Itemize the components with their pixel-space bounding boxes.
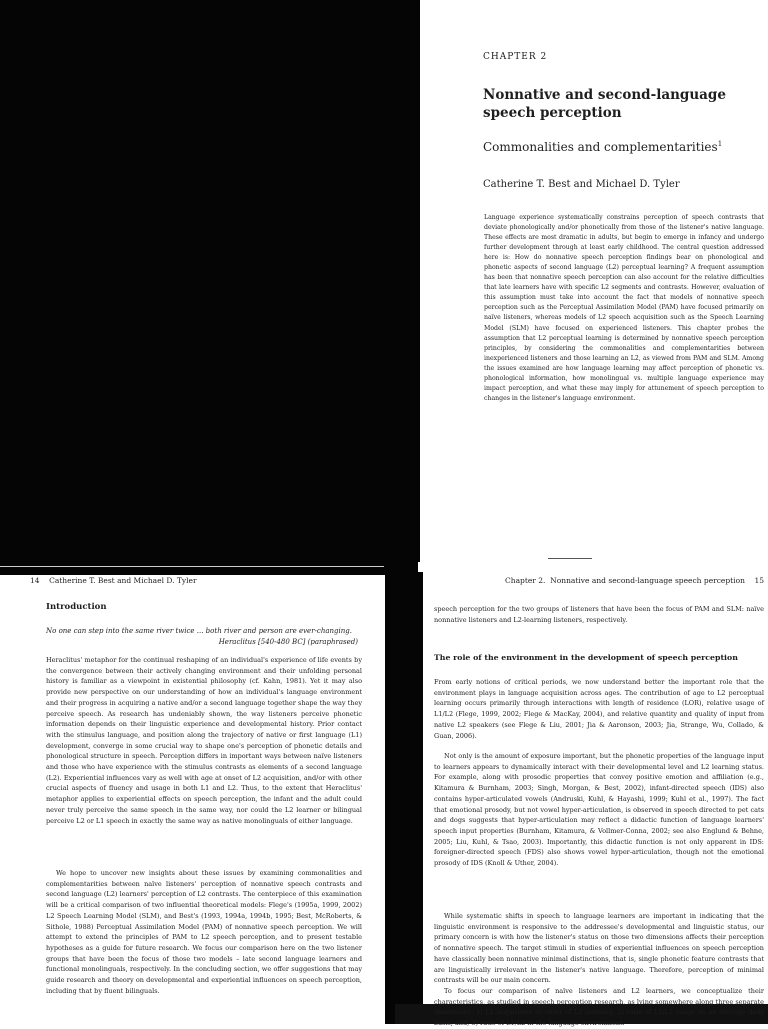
dark-background-top-left	[0, 0, 418, 575]
right-running-head: Chapter 2. Nonnative and second-language speech perception 15	[505, 576, 764, 585]
introduction-paragraph-1: Heraclitus' metaphor for the continual reshaping of an individual's experience of life events by the convergence between their actively changing environment and their unfolding personal history is familiar as a viewpoint in existential philosophy (cf. Kahn, 1981). Yet it may also provide new perspective on our understanding of how an individual's language environment and their progress in acquiring a native and/or a second language together shape the way they perceive speech. As research has undeniably shown, the way listeners perceive phonetic information depends on their linguistic experience and developmental history. Prior contact with the stimulus language, and position along the trajectory of native or first language (L1) development, converge in some crucial way to shape one's perception of phonetic details and phonological structure in speech. Perception differs in important ways between naïve listeners and those who have experience with the stimulus contrasts as elements of a second language (L2). Experiential influences vary as well with age at onset of L2 acquisition, and/or with other crucial aspects of fluency and usage in both L1 and L2. Thus, to the extent that Heraclitus' metaphor applies to experiential effects on speech perception, the infant and the adult could never truly perceive the same speech in the same way, nor could the L2 learner or bilingual perceive L2 or L1 speech in exactly the same way as native monolinguals of either language.	[46, 656, 362, 825]
right-page-top-edge	[548, 558, 592, 559]
environment-paragraph-1: From early notions of critical periods, we now understand better the important role that the environment plays in language acquisition across ages. The contribution of age to L2 perceptual learning occurs primarily through interactions with length of residence (LOR), relative usage of L1/L2 (Flege, 1999, 2002; Flege & MacKay, 2004), and relative quantity and quality of input from native L2 speakers (see Flege & Liu, 2001; Jia & Aaronson, 2003; Jia, Strange, Wu, Collado, & Guan, 2006).	[434, 678, 764, 740]
continued-paragraph: speech perception for the two groups of listeners that have been the focus of PAM and SLM: naïve nonnative listeners and L2-learning listeners, respectively.	[434, 605, 764, 624]
epigraph-quote: No one can step into the same river twice ... both river and person are ever-changing.	[46, 627, 352, 635]
environment-paragraph-2: Not only is the amount of exposure important, but the phonetic properties of the language input to learners appears to dynamically interact with their developmental level and L2 learning status. For example, along with prosodic properties that convey positive emotion and affiliation (e.g., Kitamura & Burnham, 2003; Singh, Morgan, & Best, 2002), infant-directed speech (IDS) also contains hyper-articulated vowels (Andruski, Kuhl, & Hayashi, 1999; Kuhl et al., 1997). The fact that emotional prosody, but not vowel hyper-articulation, is observed in speech directed to pet cats and dogs suggests that hyper-articulation may reflect a didactic function of language learners' speech input properties (Burnham, Kitamura, & Vollmer-Conna, 2002; see also Englund & Behne, 2005; Liu, Kuhl, & Tsao, 2003). Importantly, this didactic function is not only apparent in IDS: foreigner-directed speech (FDS) also shows vowel hyper-articulation, though not the emotional prosody of IDS (Knoll & Uther, 2004).	[434, 752, 764, 868]
introduction-heading: Introduction	[46, 602, 107, 612]
left-running-head: 14 Catherine T. Best and Michael D. Tyler	[30, 576, 197, 585]
environment-paragraph-3: While systematic shifts in speech to language learners are important in indicating that the linguistic environment is responsive to the addressee's developmental and linguistic status, our primary concern is with how the listener's status on those two dimensions affects their perception of nonnative speech. The target stimuli in studies of experiential influences on speech perception have classically been nonnative minimal distinctions, that is, single phonetic feature contrasts that are linguistically irrelevant in the listener's native language. Therefore, perception of minimal contrasts will be our main concern.	[434, 912, 764, 985]
environment-paragraph-4: To focus our comparison of naïve listeners and L2 learners, we conceptualize their characteristics, as studied in speech perception research, as lying somewhere along three separate dimensions: 1) L1 acquisition at onset of L2 learning; 2) ratio of L1/L2 usage on an average daily basis, and; 3) ratio of L1/L2 in the language environment.	[434, 987, 764, 1028]
chapter-label: CHAPTER 2	[483, 52, 548, 62]
subtitle-text: Commonalities and complementarities	[483, 140, 718, 154]
dark-spine-top	[396, 0, 420, 562]
abstract: Language experience systematically constrains perception of speech contrasts that deviate phonologically and/or phonetically from those of the listener's native language. These effects are most dramatic in adults, but begin to emerge in infancy and undergo further development through at least early childhood. The central question addressed here is: How do nonnative speech perception findings bear on phonological and phonetic aspects of second language (L2) perceptual learning? A frequent assumption has been that nonnative speech perception can also account for the relative difficulties that late learners have with specific L2 segments and contrasts. However, evaluation of this assumption must take into account the fact that models of nonnative speech perception such as the Perceptual Assimilation Model (PAM) have focused primarily on naïve listeners, whereas models of L2 speech acquisition such as the Speech Learning Model (SLM) have focused on experienced listeners. This chapter probes the assumption that L2 perceptual learning is determined by nonnative speech perception principles, by considering the commonalities and complementarities between inexperienced listeners and those learning an L2, as viewed from PAM and SLM. Among the issues examined are how language learning may affect perception of phonetic vs. phonological information, how monolingual vs. multiple language experience may impact perception, and what these may imply for attunement of speech perception to changes in the listener's language environment.	[484, 214, 764, 402]
environment-section-heading: The role of the environment in the development of speech perception	[434, 653, 738, 662]
left-page-top-edge	[0, 566, 384, 567]
epigraph-source: Heraclitus [540-480 BC] (paraphrased)	[218, 638, 358, 646]
chapter-subtitle	[483, 140, 722, 154]
introduction-paragraph-2: We hope to uncover new insights about these issues by examining commonalities and complementarities between naïve listeners' perception of nonnative speech contrasts and second language (L2) learners' perception of L2 contrasts. The centerpiece of this examination will be a critical comparison of two influential theoretical models: Flege's (1995a, 1999, 2002) L2 Speech Learning Model (SLM), and Best's (1993, 1994a, 1994b, 1995; Best, McRoberts, & Sithole, 1988) Perceptual Assimilation Model (PAM) of nonnative speech perception. We will attempt to extend the principles of PAM to L2 speech perception, and to present testable hypotheses as a guide for future research. We focus our comparison here on the two listener groups that have been the focus of those two models – late second language learners and functional monolinguals, respectively. In the concluding section, we offer suggestions that may guide research and theory on developmental and experiential influences on speech perception, including that by fluent bilinguals.	[46, 869, 362, 995]
dark-spine-bottom	[385, 572, 423, 1024]
epigraph	[46, 626, 358, 646]
footnote-mark: 1	[717, 140, 723, 148]
chapter-title: Nonnative and second-language speech perception	[483, 87, 726, 121]
chapter-authors: Catherine T. Best and Michael D. Tyler	[483, 179, 680, 190]
